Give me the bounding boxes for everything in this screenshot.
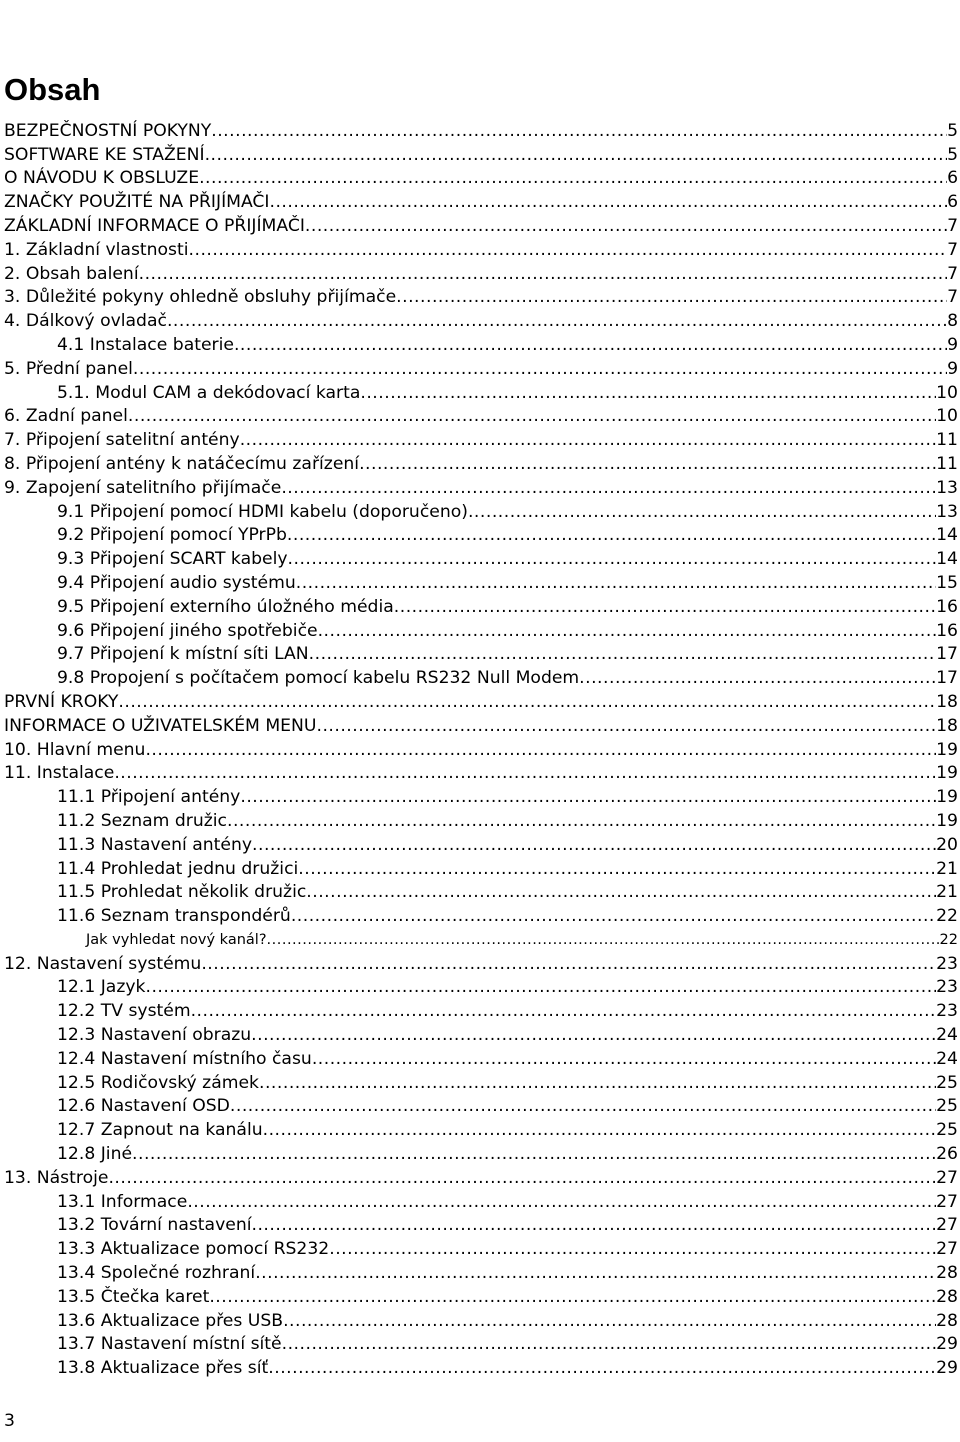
- toc-entry[interactable]: [4, 237, 958, 261]
- toc-leader-dots: [145, 739, 936, 761]
- toc-leader-dots: [189, 239, 948, 261]
- toc-entry-page: 14: [936, 525, 958, 546]
- toc-leader-dots: [282, 1333, 937, 1355]
- toc-entry-page: 6: [947, 168, 958, 189]
- toc-entry[interactable]: [4, 142, 958, 166]
- toc-leader-dots: [267, 929, 940, 951]
- toc-entry[interactable]: [4, 1355, 958, 1379]
- toc-entry[interactable]: [4, 356, 958, 380]
- toc-leader-dots: [139, 263, 947, 285]
- toc-entry-title: 9.1 Připojení pomocí HDMI kabelu (doporučeno): [57, 501, 468, 522]
- toc-leader-dots: [359, 453, 936, 475]
- toc-entry-page: 8: [947, 311, 958, 332]
- toc-entry-page: 25: [936, 1072, 958, 1093]
- toc-entry[interactable]: [4, 784, 958, 808]
- toc-entry[interactable]: [4, 689, 958, 713]
- toc-leader-dots: [227, 810, 936, 832]
- toc-leader-dots: [114, 762, 936, 784]
- toc-entry-page: 19: [936, 763, 958, 784]
- toc-entry[interactable]: [4, 380, 958, 404]
- toc-entry-page: 23: [936, 977, 958, 998]
- toc-entry-page: 5: [947, 120, 958, 141]
- toc-entry-title: 13.7 Nastavení místní sítě: [57, 1334, 282, 1355]
- toc-entry-page: 27: [936, 1215, 958, 1236]
- toc-entry-title: 13.5 Čtečka karet: [57, 1286, 210, 1307]
- toc-leader-dots: [132, 1143, 936, 1165]
- toc-entry[interactable]: [4, 523, 958, 547]
- toc-leader-dots: [318, 620, 937, 642]
- table-of-contents: [4, 118, 958, 1379]
- toc-entry-title: 13. Nástroje: [4, 1167, 109, 1188]
- toc-entry[interactable]: [4, 1189, 958, 1213]
- toc-entry[interactable]: [4, 1117, 958, 1141]
- toc-entry[interactable]: [4, 475, 958, 499]
- toc-entry-title: 13.3 Aktualizace pomocí RS232: [57, 1239, 330, 1260]
- toc-entry[interactable]: [4, 927, 958, 951]
- toc-entry[interactable]: [4, 903, 958, 927]
- toc-leader-dots: [145, 976, 936, 998]
- toc-entry[interactable]: [4, 1332, 958, 1356]
- toc-entry-title: Jak vyhledat nový kanál?: [86, 931, 267, 948]
- toc-entry-page: 18: [936, 691, 958, 712]
- toc-entry[interactable]: [4, 761, 958, 785]
- toc-leader-dots: [252, 1214, 937, 1236]
- toc-leader-dots: [209, 1286, 936, 1308]
- toc-entry-page: 14: [936, 549, 958, 570]
- toc-leader-dots: [316, 715, 936, 737]
- toc-entry-page: 25: [936, 1096, 958, 1117]
- toc-entry-page: 15: [936, 572, 958, 593]
- toc-leader-dots: [283, 1310, 936, 1332]
- toc-entry-page: 7: [947, 263, 958, 284]
- toc-entry-page: 24: [936, 1025, 958, 1046]
- toc-entry[interactable]: [4, 1165, 958, 1189]
- toc-entry-page: 13: [936, 477, 958, 498]
- toc-entry-title: 13.8 Aktualizace přes síť: [57, 1358, 269, 1379]
- toc-entry-title: ZÁKLADNÍ INFORMACE O PŘIJÍMAČI: [4, 215, 305, 236]
- toc-leader-dots: [108, 1167, 936, 1189]
- toc-leader-dots: [251, 1024, 936, 1046]
- toc-leader-dots: [240, 429, 936, 451]
- toc-entry-title: 9.3 Připojení SCART kabely: [57, 549, 288, 570]
- toc-leader-dots: [133, 358, 947, 380]
- toc-leader-dots: [288, 548, 937, 570]
- toc-leader-dots: [234, 334, 947, 356]
- toc-entry[interactable]: [4, 427, 958, 451]
- toc-entry-title: 11.6 Seznam transpondérů: [57, 906, 291, 927]
- toc-entry-title: 12. Nastavení systému: [4, 953, 202, 974]
- toc-entry-page: 7: [947, 215, 958, 236]
- toc-entry-title: 13.4 Společné rozhraní: [57, 1263, 256, 1284]
- toc-entry-title: O NÁVODU K OBSLUZE: [4, 168, 200, 189]
- toc-entry-page: 19: [936, 787, 958, 808]
- toc-entry[interactable]: [4, 570, 958, 594]
- toc-entry[interactable]: [4, 308, 958, 332]
- toc-entry-title: PRVNÍ KROKY: [4, 691, 119, 712]
- toc-entry[interactable]: [4, 832, 958, 856]
- toc-leader-dots: [329, 1238, 936, 1260]
- toc-entry-title: 11.4 Prohledat jednu družici: [57, 858, 299, 879]
- toc-leader-dots: [394, 596, 936, 618]
- toc-entry[interactable]: [4, 737, 958, 761]
- toc-entry[interactable]: [4, 1094, 958, 1118]
- toc-entry-page: 28: [936, 1286, 958, 1307]
- toc-leader-dots: [259, 1072, 936, 1094]
- toc-entry[interactable]: [4, 1284, 958, 1308]
- toc-entry-page: 23: [936, 1001, 958, 1022]
- toc-entry[interactable]: [4, 713, 958, 737]
- toc-entry-page: 17: [936, 668, 958, 689]
- toc-entry-title: 11.3 Nastavení antény: [57, 834, 253, 855]
- toc-leader-dots: [287, 524, 936, 546]
- toc-entry-page: 18: [936, 715, 958, 736]
- toc-leader-dots: [255, 1262, 936, 1284]
- toc-entry-title: 13.1 Informace: [57, 1191, 188, 1212]
- toc-entry-title: 12.1 Jazyk: [57, 977, 146, 998]
- toc-leader-dots: [268, 1357, 936, 1379]
- toc-leader-dots: [468, 501, 936, 523]
- toc-entry-page: 25: [936, 1120, 958, 1141]
- toc-entry[interactable]: [4, 808, 958, 832]
- toc-entry-title: 13.2 Tovární nastavení: [57, 1215, 252, 1236]
- toc-leader-dots: [396, 286, 947, 308]
- toc-entry[interactable]: [4, 1070, 958, 1094]
- toc-leader-dots: [298, 858, 936, 880]
- toc-entry-page: 22: [936, 906, 958, 927]
- toc-entry-page: 24: [936, 1048, 958, 1069]
- toc-leader-dots: [201, 953, 936, 975]
- toc-leader-dots: [305, 215, 947, 237]
- toc-entry-page: 29: [936, 1358, 958, 1379]
- toc-entry[interactable]: [4, 404, 958, 428]
- toc-entry-title: 12.6 Nastavení OSD: [57, 1096, 230, 1117]
- toc-entry-title: 11.5 Prohledat několik družic: [57, 882, 307, 903]
- toc-entry[interactable]: [4, 1141, 958, 1165]
- toc-entry-title: 9.4 Připojení audio systému: [57, 572, 296, 593]
- toc-entry[interactable]: [4, 261, 958, 285]
- toc-entry[interactable]: [4, 1213, 958, 1237]
- toc-entry-page: 7: [947, 239, 958, 260]
- toc-entry-page: 19: [936, 810, 958, 831]
- toc-entry-page: 13: [936, 501, 958, 522]
- toc-entry-title: 9.2 Připojení pomocí YPrPb: [57, 525, 287, 546]
- toc-entry-title: 9.8 Propojení s počítačem pomocí kabelu RS232 Null Modem: [57, 668, 580, 689]
- toc-entry-title: 11.1 Připojení antény: [57, 787, 241, 808]
- toc-entry[interactable]: [4, 1308, 958, 1332]
- toc-entry-title: 12.7 Zapnout na kanálu: [57, 1120, 263, 1141]
- page-title: Obsah: [4, 72, 101, 107]
- toc-entry[interactable]: [4, 594, 958, 618]
- toc-entry[interactable]: [4, 642, 958, 666]
- toc-entry[interactable]: [4, 1022, 958, 1046]
- toc-entry-page: 27: [936, 1167, 958, 1188]
- toc-leader-dots: [281, 477, 936, 499]
- toc-entry-page: 10: [936, 406, 958, 427]
- toc-entry[interactable]: [4, 546, 958, 570]
- toc-entry-page: 29: [936, 1334, 958, 1355]
- toc-entry-title: 10. Hlavní menu: [4, 739, 146, 760]
- toc-entry[interactable]: [4, 166, 958, 190]
- toc-leader-dots: [211, 120, 947, 142]
- toc-entry-title: 8. Připojení antény k natáčecímu zařízení: [4, 453, 360, 474]
- toc-entry-page: 16: [936, 596, 958, 617]
- toc-leader-dots: [199, 167, 947, 189]
- toc-entry-title: 12.8 Jiné: [57, 1144, 133, 1165]
- toc-entry[interactable]: [4, 1260, 958, 1284]
- toc-entry[interactable]: [4, 189, 958, 213]
- toc-leader-dots: [118, 691, 936, 713]
- toc-entry[interactable]: [4, 499, 958, 523]
- page-number: 3: [4, 1411, 15, 1431]
- toc-entry-title: 12.5 Rodičovský zámek: [57, 1072, 259, 1093]
- toc-entry[interactable]: [4, 1046, 958, 1070]
- toc-entry[interactable]: [4, 618, 958, 642]
- toc-leader-dots: [291, 905, 936, 927]
- toc-entry-title: BEZPEČNOSTNÍ POKYNY: [4, 120, 212, 141]
- toc-entry-page: 26: [936, 1144, 958, 1165]
- toc-entry-page: 11: [936, 430, 958, 451]
- toc-leader-dots: [205, 144, 947, 166]
- toc-leader-dots: [270, 191, 948, 213]
- toc-entry-title: 7. Připojení satelitní antény: [4, 430, 240, 451]
- toc-entry-page: 28: [936, 1263, 958, 1284]
- toc-entry-page: 7: [947, 287, 958, 308]
- toc-entry-title: INFORMACE O UŽIVATELSKÉM MENU: [4, 715, 317, 736]
- toc-leader-dots: [167, 310, 947, 332]
- toc-entry[interactable]: [4, 332, 958, 356]
- toc-leader-dots: [187, 1191, 936, 1213]
- toc-entry-title: 2. Obsah balení: [4, 263, 139, 284]
- toc-entry-page: 21: [936, 858, 958, 879]
- toc-entry[interactable]: [4, 975, 958, 999]
- toc-entry-title: 9.6 Připojení jiného spotřebiče: [57, 620, 318, 641]
- toc-entry-title: 3. Důležité pokyny ohledně obsluhy přijímače: [4, 287, 397, 308]
- toc-entry[interactable]: [4, 856, 958, 880]
- toc-entry-title: 9. Zapojení satelitního přijímače: [4, 477, 282, 498]
- toc-entry-page: 9: [947, 334, 958, 355]
- toc-entry-title: 6. Zadní panel: [4, 406, 128, 427]
- toc-leader-dots: [579, 667, 936, 689]
- toc-leader-dots: [309, 643, 936, 665]
- toc-entry-page: 16: [936, 620, 958, 641]
- toc-entry-title: 12.4 Nastavení místního času: [57, 1048, 312, 1069]
- toc-leader-dots: [312, 1048, 936, 1070]
- toc-entry-page: 23: [936, 953, 958, 974]
- toc-leader-dots: [306, 881, 936, 903]
- toc-entry-title: 9.5 Připojení externího úložného média: [57, 596, 394, 617]
- toc-entry-page: 5: [947, 144, 958, 165]
- toc-leader-dots: [252, 834, 936, 856]
- toc-leader-dots: [296, 572, 936, 594]
- toc-entry[interactable]: [4, 665, 958, 689]
- toc-leader-dots: [230, 1095, 936, 1117]
- toc-entry-title: 5.1. Modul CAM a dekódovací karta: [57, 382, 361, 403]
- toc-entry-title: 1. Základní vlastnosti: [4, 239, 189, 260]
- toc-entry-page: 27: [936, 1239, 958, 1260]
- toc-entry[interactable]: [4, 998, 958, 1022]
- toc-entry[interactable]: [4, 951, 958, 975]
- toc-entry-page: 11: [936, 453, 958, 474]
- toc-leader-dots: [128, 405, 936, 427]
- toc-entry-title: 9.7 Připojení k místní síti LAN: [57, 644, 309, 665]
- toc-entry-title: 13.6 Aktualizace přes USB: [57, 1310, 284, 1331]
- toc-leader-dots: [263, 1119, 937, 1141]
- toc-entry-page: 9: [947, 358, 958, 379]
- toc-entry-title: 12.2 TV systém: [57, 1001, 191, 1022]
- toc-entry-page: 19: [936, 739, 958, 760]
- toc-entry-title: 5. Přední panel: [4, 358, 133, 379]
- toc-entry-page: 17: [936, 644, 958, 665]
- toc-entry-page: 21: [936, 882, 958, 903]
- toc-entry[interactable]: [4, 880, 958, 904]
- toc-entry[interactable]: [4, 118, 958, 142]
- toc-entry-page: 6: [947, 192, 958, 213]
- toc-entry[interactable]: [4, 1236, 958, 1260]
- toc-entry-page: 10: [936, 382, 958, 403]
- toc-entry-title: ZNAČKY POUŽITÉ NA PŘIJÍMAČI: [4, 192, 270, 213]
- toc-entry[interactable]: [4, 213, 958, 237]
- toc-leader-dots: [360, 382, 936, 404]
- toc-entry-page: 22: [939, 931, 958, 948]
- toc-leader-dots: [191, 1000, 937, 1022]
- toc-entry-page: 27: [936, 1191, 958, 1212]
- toc-leader-dots: [240, 786, 936, 808]
- toc-entry[interactable]: [4, 285, 958, 309]
- toc-entry-title: 11.2 Seznam družic: [57, 810, 227, 831]
- toc-entry-title: 12.3 Nastavení obrazu: [57, 1025, 252, 1046]
- toc-entry[interactable]: [4, 451, 958, 475]
- toc-entry-page: 20: [936, 834, 958, 855]
- toc-entry-title: 4.1 Instalace baterie: [57, 334, 234, 355]
- toc-entry-title: SOFTWARE KE STAŽENÍ: [4, 144, 205, 165]
- toc-entry-title: 11. Instalace: [4, 763, 115, 784]
- toc-entry-page: 28: [936, 1310, 958, 1331]
- toc-entry-title: 4. Dálkový ovladač: [4, 311, 167, 332]
